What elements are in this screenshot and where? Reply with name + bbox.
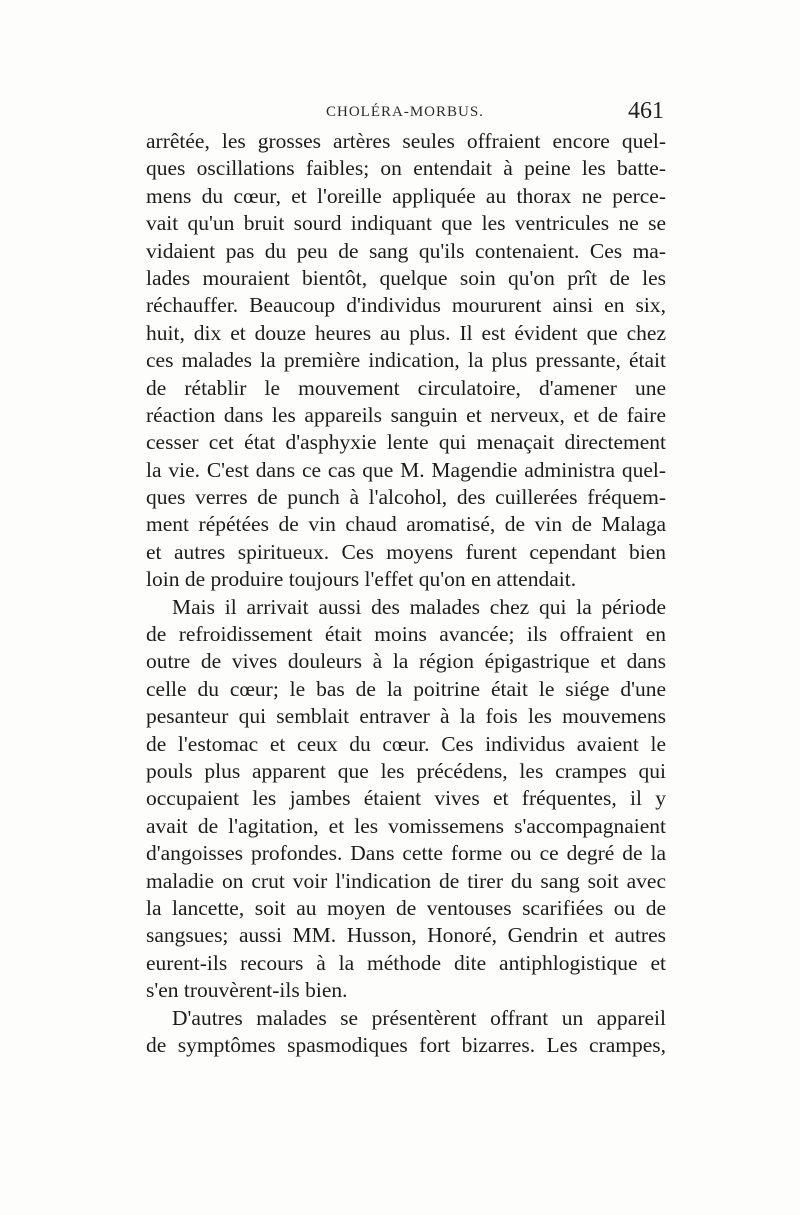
text-line: ques oscillations faibles; on entendait à peine les batte- <box>146 156 666 181</box>
text-line: cesser cet état d'asphyxie lente qui menaçait directement <box>146 430 666 455</box>
text-line: huit, dix et douze heures au plus. Il est évident que chez <box>146 320 666 345</box>
text-line: de l'estomac et ceux du cœur. Ces individus avaient le <box>146 731 666 756</box>
text-line: lades mouraient bientôt, quelque soin qu'on prît de les <box>146 265 666 290</box>
text-line: ques verres de punch à l'alcohol, des cuillerées fréquem- <box>146 485 666 510</box>
text-line: occupaient les jambes étaient vives et fréquentes, il y <box>146 786 666 811</box>
text-line: la lancette, soit au moyen de ventouses scarifiées ou de <box>146 895 666 920</box>
text-line: vidaient pas du peu de sang qu'ils contenaient. Ces ma- <box>146 238 666 263</box>
text-line: Mais il arrivait aussi des malades chez qui la période <box>172 594 666 619</box>
running-title: CHOLÉRA-MORBUS. <box>326 104 484 120</box>
text-line: de symptômes spasmodiques fort bizarres. Les crampes, <box>146 1032 666 1057</box>
text-line: d'angoisses profondes. Dans cette forme ou ce degré de la <box>146 841 666 866</box>
text-line: pouls plus apparent que les précédens, les crampes qui <box>146 758 666 783</box>
text-line: de rétablir le mouvement circulatoire, d'amener une <box>146 375 666 400</box>
text-line: pesanteur qui semblait entraver à la fois les mouvemens <box>146 704 666 729</box>
text-line: D'autres malades se présentèrent offrant un appareil <box>172 1005 666 1030</box>
text-line: réaction dans les appareils sanguin et nerveux, et de faire <box>146 402 666 427</box>
text-line: sangsues; aussi MM. Husson, Honoré, Gendrin et autres <box>146 923 666 948</box>
text-line: ces malades la première indication, la plus pressante, était <box>146 348 666 373</box>
text-line: vait qu'un bruit sourd indiquant que les ventricules ne se <box>146 211 666 236</box>
text-line: réchauffer. Beaucoup d'individus moururent ainsi en six, <box>146 293 666 318</box>
text-line: arrêtée, les grosses artères seules offraient encore quel- <box>146 129 666 153</box>
body-text <box>146 128 666 1059</box>
text-line: celle du cœur; le bas de la poitrine était le siége d'une <box>146 676 666 701</box>
text-line: s'en trouvèrent-ils bien. <box>146 978 348 1003</box>
text-line: avait de l'agitation, et les vomissemens s'accompagnaient <box>146 813 666 838</box>
page-number: 461 <box>628 98 664 124</box>
text-line: mens du cœur, et l'oreille appliquée au thorax ne perce- <box>146 183 666 208</box>
running-head <box>146 98 666 128</box>
text-line: loin de produire toujours l'effet qu'on en attendait. <box>146 567 577 592</box>
text-line: et autres spiritueux. Ces moyens furent cependant bien <box>146 539 666 564</box>
text-line: de refroidissement était moins avancée; ils offraient en <box>146 622 666 647</box>
text-line: ment répétées de vin chaud aromatisé, de vin de Malaga <box>146 512 666 537</box>
text-line: eurent-ils recours à la méthode dite antiphlogistique et <box>146 950 666 975</box>
text-line: la vie. C'est dans ce cas que M. Magendie administra quel- <box>146 457 666 482</box>
text-line: maladie on crut voir l'indication de tirer du sang soit avec <box>146 868 666 893</box>
text-line: outre de vives douleurs à la région épigastrique et dans <box>146 649 666 674</box>
